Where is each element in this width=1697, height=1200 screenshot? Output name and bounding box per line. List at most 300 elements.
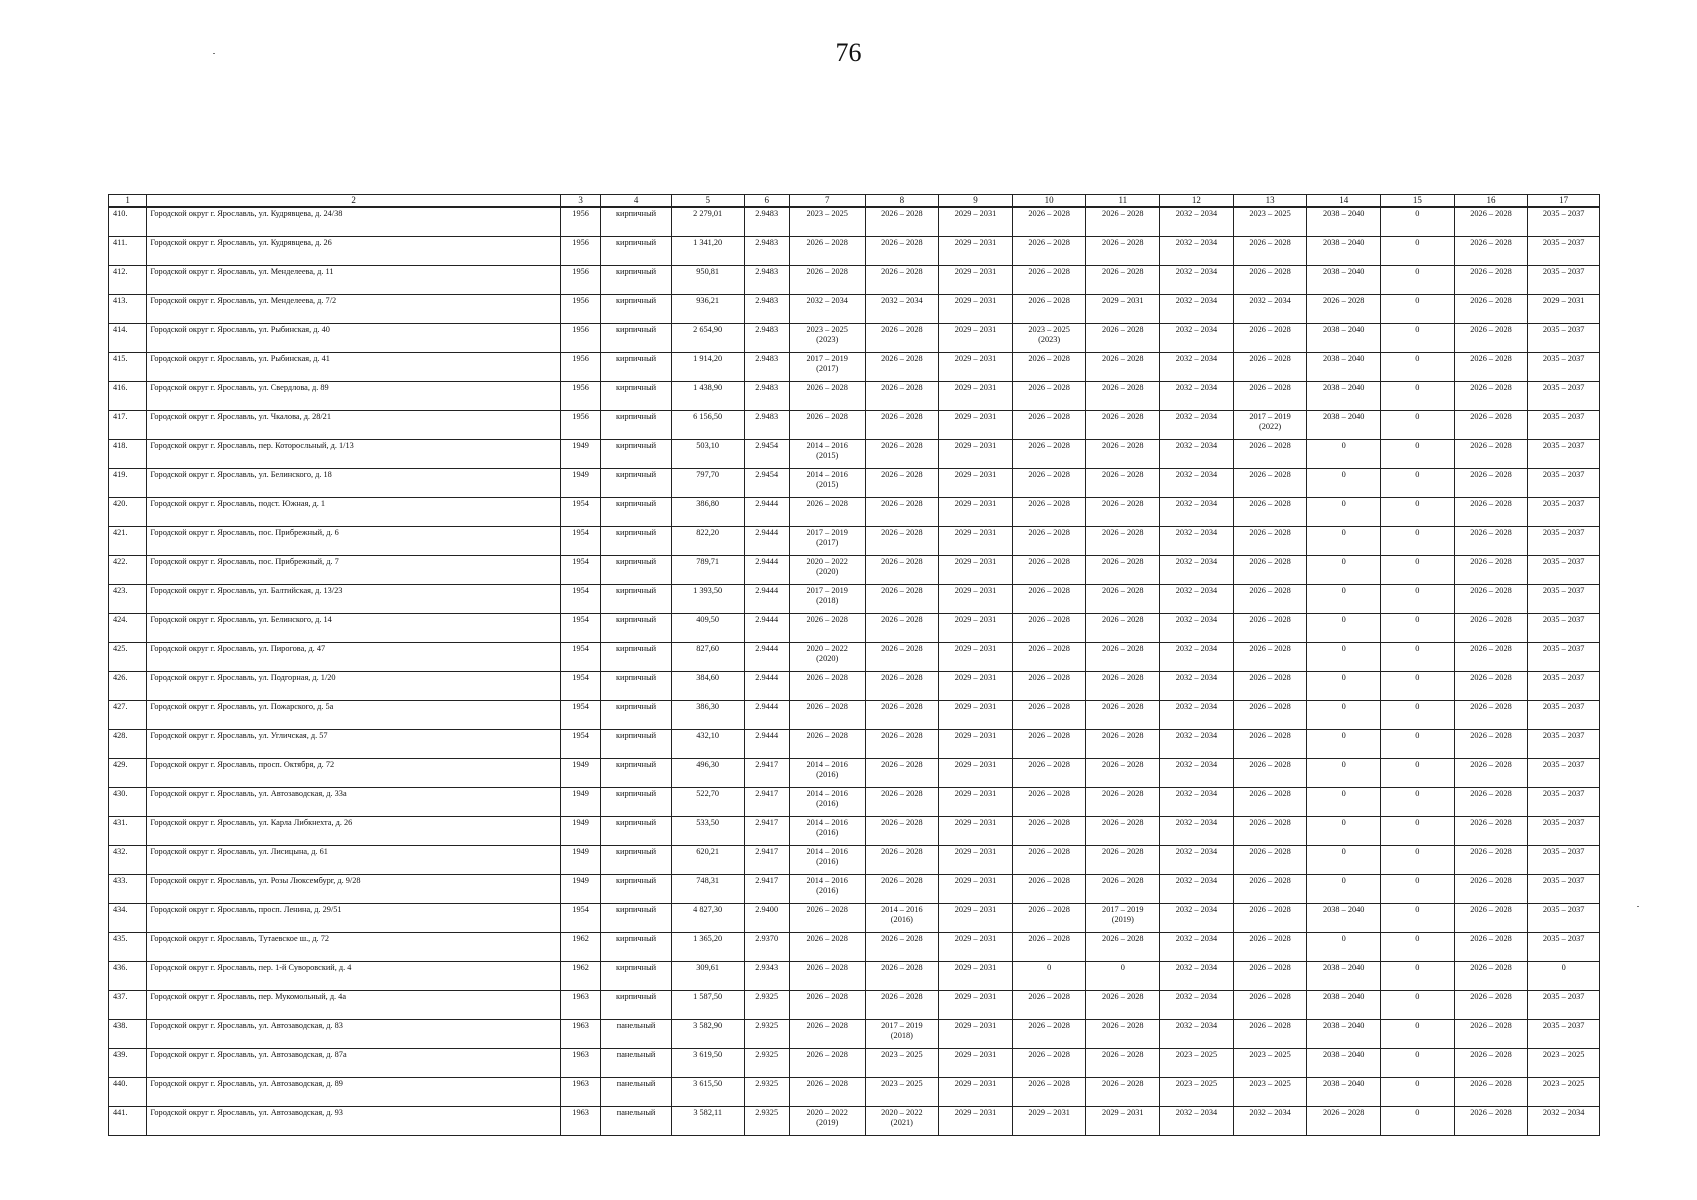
table-cell: 936,21	[671, 295, 744, 324]
table-cell: 2029 – 2031	[939, 1020, 1013, 1049]
address-cell: Городской округ г. Ярославль, просп. Ленина, д. 29/51	[147, 904, 561, 933]
table-row	[109, 295, 1600, 324]
table-cell: 1949	[560, 440, 600, 469]
table-cell: 2026 – 2028	[1086, 440, 1160, 469]
table-cell: 2026 – 2028	[1233, 846, 1307, 875]
row-number: 426.	[109, 672, 147, 701]
table-cell: 2026 – 2028	[1086, 585, 1160, 614]
table-cell: 2026 – 2028	[1454, 469, 1528, 498]
table-cell: 2026 – 2028	[1454, 614, 1528, 643]
table-cell: 2038 – 2040	[1307, 324, 1381, 353]
table-cell: 2032 – 2034	[1160, 643, 1234, 672]
table-cell: 2.9417	[744, 846, 789, 875]
table-cell: 2026 – 2028	[1012, 527, 1086, 556]
address-cell: Городской округ г. Ярославль, ул. Балтийская, д. 13/23	[147, 585, 561, 614]
address-cell: Городской округ г. Ярославль, пер. Мукомольный, д. 4а	[147, 991, 561, 1020]
table-cell: 2035 – 2037	[1528, 498, 1600, 527]
table-cell: 0	[1381, 1049, 1455, 1078]
table-cell: 2026 – 2028	[865, 266, 939, 295]
table-cell: 2026 – 2028	[1086, 817, 1160, 846]
table-cell: 2026 – 2028	[1012, 846, 1086, 875]
row-number: 428.	[109, 730, 147, 759]
table-cell: 2.9417	[744, 788, 789, 817]
table-cell: кирпичный	[601, 353, 672, 382]
table-cell: 2.9325	[744, 1078, 789, 1107]
table-cell: 2014 – 2016 (2016)	[789, 817, 865, 846]
table-cell: 2026 – 2028	[1012, 440, 1086, 469]
table-cell: 2026 – 2028	[1233, 527, 1307, 556]
table-body	[109, 207, 1600, 1136]
table-row	[109, 614, 1600, 643]
table-cell: 2026 – 2028	[1454, 585, 1528, 614]
column-header: 8	[865, 195, 939, 208]
table-cell: кирпичный	[601, 440, 672, 469]
table-cell: кирпичный	[601, 962, 672, 991]
table-cell: 2035 – 2037	[1528, 846, 1600, 875]
table-cell: 2026 – 2028	[1454, 411, 1528, 440]
table-cell: 2032 – 2034	[1160, 904, 1234, 933]
table-cell: 2026 – 2028	[865, 643, 939, 672]
table-row	[109, 933, 1600, 962]
table-cell: 2026 – 2028	[865, 324, 939, 353]
address-cell: Городской округ г. Ярославль, ул. Пожарского, д. 5а	[147, 701, 561, 730]
table-cell: 1956	[560, 237, 600, 266]
table-cell: кирпичный	[601, 324, 672, 353]
table-cell: 2032 – 2034	[1160, 237, 1234, 266]
table-cell: 2.9444	[744, 672, 789, 701]
table-cell: 2038 – 2040	[1307, 266, 1381, 295]
table-cell: 2026 – 2028	[1012, 498, 1086, 527]
table-row	[109, 846, 1600, 875]
address-cell: Городской округ г. Ярославль, ул. Белинского, д. 14	[147, 614, 561, 643]
table-cell: 0	[1307, 498, 1381, 527]
table-cell: кирпичный	[601, 469, 672, 498]
table-cell: 2035 – 2037	[1528, 527, 1600, 556]
table-cell: 1963	[560, 1078, 600, 1107]
table-cell: 2032 – 2034	[1160, 991, 1234, 1020]
table-cell: 2035 – 2037	[1528, 353, 1600, 382]
table-cell: 2038 – 2040	[1307, 237, 1381, 266]
column-header: 13	[1233, 195, 1307, 208]
row-number: 435.	[109, 933, 147, 962]
table-cell: 2026 – 2028	[1233, 875, 1307, 904]
table-cell: 0	[1381, 207, 1455, 237]
table-cell: 2026 – 2028	[1233, 730, 1307, 759]
table-cell: 2026 – 2028	[865, 207, 939, 237]
table-cell: 1956	[560, 411, 600, 440]
table-cell: 2026 – 2028	[789, 1078, 865, 1107]
table-cell: 0	[1381, 295, 1455, 324]
table-cell: 2038 – 2040	[1307, 904, 1381, 933]
table-cell: 2026 – 2028	[1086, 846, 1160, 875]
table-cell: 1963	[560, 1020, 600, 1049]
table-cell: 2.9483	[744, 353, 789, 382]
row-number: 437.	[109, 991, 147, 1020]
row-number: 434.	[109, 904, 147, 933]
column-header: 5	[671, 195, 744, 208]
table-cell: 2026 – 2028	[1307, 295, 1381, 324]
table-cell: 2026 – 2028	[1012, 382, 1086, 411]
table-cell: 2.9483	[744, 411, 789, 440]
table-cell: 2014 – 2016 (2016)	[789, 875, 865, 904]
table-cell: 0	[1381, 266, 1455, 295]
row-number: 416.	[109, 382, 147, 411]
table-cell: 2026 – 2028	[789, 614, 865, 643]
table-cell: 2032 – 2034	[1160, 324, 1234, 353]
table-cell: 2026 – 2028	[789, 237, 865, 266]
table-cell: 2026 – 2028	[1012, 701, 1086, 730]
address-cell: Городской округ г. Ярославль, Тутаевское ш., д. 72	[147, 933, 561, 962]
table-cell: 2026 – 2028	[1233, 266, 1307, 295]
table-cell: 1956	[560, 324, 600, 353]
table-cell: 2026 – 2028	[789, 904, 865, 933]
address-cell: Городской округ г. Ярославль, ул. Кудрявцева, д. 24/38	[147, 207, 561, 237]
table-cell: 2 654,90	[671, 324, 744, 353]
table-cell: 2035 – 2037	[1528, 730, 1600, 759]
table-cell: 2026 – 2028	[789, 498, 865, 527]
column-header: 10	[1012, 195, 1086, 208]
table-cell: 3 615,50	[671, 1078, 744, 1107]
row-number: 441.	[109, 1107, 147, 1136]
table-cell: 2023 – 2025	[1528, 1049, 1600, 1078]
row-number: 410.	[109, 207, 147, 237]
table-cell: 2026 – 2028	[1012, 788, 1086, 817]
address-cell: Городской округ г. Ярославль, ул. Розы Люксембург, д. 9/28	[147, 875, 561, 904]
table-cell: 2.9444	[744, 527, 789, 556]
table-cell: 2026 – 2028	[1086, 353, 1160, 382]
table-cell: 2038 – 2040	[1307, 382, 1381, 411]
table-cell: 2026 – 2028	[1086, 614, 1160, 643]
column-header: 11	[1086, 195, 1160, 208]
table-cell: 827,60	[671, 643, 744, 672]
address-cell: Городской округ г. Ярославль, просп. Октября, д. 72	[147, 759, 561, 788]
table-cell: 0	[1381, 614, 1455, 643]
table-cell: 2026 – 2028	[865, 701, 939, 730]
table-cell: 2035 – 2037	[1528, 266, 1600, 295]
table-row	[109, 991, 1600, 1020]
table-cell: 2026 – 2028	[1012, 875, 1086, 904]
table-row	[109, 266, 1600, 295]
table-cell: 2020 – 2022 (2019)	[789, 1107, 865, 1136]
table-cell: 2026 – 2028	[1086, 759, 1160, 788]
row-number: 429.	[109, 759, 147, 788]
table-cell: 2.9483	[744, 295, 789, 324]
table-cell: 2035 – 2037	[1528, 382, 1600, 411]
table-cell: 409,50	[671, 614, 744, 643]
table-cell: 2032 – 2034	[1160, 382, 1234, 411]
table-cell: 2029 – 2031	[939, 701, 1013, 730]
table-cell: 0	[1381, 962, 1455, 991]
table-cell: 2032 – 2034	[1160, 207, 1234, 237]
table-cell: 309,61	[671, 962, 744, 991]
table-cell: 2029 – 2031	[939, 324, 1013, 353]
table-cell: 2026 – 2028	[1454, 904, 1528, 933]
table-cell: 2029 – 2031	[939, 411, 1013, 440]
table-cell: кирпичный	[601, 672, 672, 701]
table-row	[109, 730, 1600, 759]
address-cell: Городской округ г. Ярославль, ул. Лисицына, д. 61	[147, 846, 561, 875]
table-cell: 2026 – 2028	[1086, 875, 1160, 904]
row-number: 432.	[109, 846, 147, 875]
table-cell: 2029 – 2031	[1012, 1107, 1086, 1136]
table-cell: кирпичный	[601, 933, 672, 962]
table-cell: 2032 – 2034	[1160, 295, 1234, 324]
table-cell: 2026 – 2028	[1454, 962, 1528, 991]
table-cell: 2029 – 2031	[939, 556, 1013, 585]
table-cell: 2023 – 2025	[1160, 1078, 1234, 1107]
table-cell: 2032 – 2034	[1160, 353, 1234, 382]
table-cell: 2026 – 2028	[1454, 1107, 1528, 1136]
table-cell: 2026 – 2028	[1454, 701, 1528, 730]
table-row	[109, 788, 1600, 817]
table-row	[109, 759, 1600, 788]
table-row	[109, 440, 1600, 469]
row-number: 438.	[109, 1020, 147, 1049]
table-cell: 533,50	[671, 817, 744, 846]
table-cell: 2.9444	[744, 643, 789, 672]
table-cell: 2026 – 2028	[1086, 411, 1160, 440]
table-cell: 2029 – 2031	[939, 353, 1013, 382]
table-cell: 2026 – 2028	[1012, 353, 1086, 382]
table-cell: 2026 – 2028	[1012, 585, 1086, 614]
table-cell: 2029 – 2031	[939, 1049, 1013, 1078]
table-cell: 2026 – 2028	[1012, 1078, 1086, 1107]
table-cell: 1956	[560, 266, 600, 295]
address-cell: Городской округ г. Ярославль, ул. Кудрявцева, д. 26	[147, 237, 561, 266]
table-cell: 2029 – 2031	[939, 207, 1013, 237]
table-cell: 2038 – 2040	[1307, 962, 1381, 991]
table-cell: 2026 – 2028	[1233, 672, 1307, 701]
table-cell: 0	[1307, 846, 1381, 875]
table-cell: 0	[1381, 788, 1455, 817]
table-cell: 2026 – 2028	[1454, 672, 1528, 701]
table-cell: 1949	[560, 788, 600, 817]
column-header: 7	[789, 195, 865, 208]
table-cell: 2026 – 2028	[1012, 556, 1086, 585]
table-cell: 2026 – 2028	[1233, 817, 1307, 846]
table-cell: 620,21	[671, 846, 744, 875]
table-cell: 0	[1381, 933, 1455, 962]
table-cell: 1954	[560, 643, 600, 672]
table-cell: 2032 – 2034	[1160, 962, 1234, 991]
table-cell: 2035 – 2037	[1528, 817, 1600, 846]
table-cell: 2035 – 2037	[1528, 904, 1600, 933]
table-cell: 2026 – 2028	[865, 933, 939, 962]
table-cell: 2023 – 2025 (2023)	[1012, 324, 1086, 353]
table-row	[109, 875, 1600, 904]
table-cell: 0	[1381, 817, 1455, 846]
table-cell: 1956	[560, 207, 600, 237]
table-cell: панельный	[601, 1078, 672, 1107]
address-cell: Городской округ г. Ярославль, пос. Прибрежный, д. 7	[147, 556, 561, 585]
table-cell: 2032 – 2034	[1160, 556, 1234, 585]
table-cell: 0	[1381, 382, 1455, 411]
table-cell: 2026 – 2028	[1012, 817, 1086, 846]
page-number: 76	[835, 38, 862, 67]
table-cell: 2.9454	[744, 469, 789, 498]
table-cell: 2026 – 2028	[1086, 788, 1160, 817]
table-cell: 2032 – 2034	[1160, 440, 1234, 469]
table-cell: 0	[1307, 730, 1381, 759]
table-cell: кирпичный	[601, 846, 672, 875]
table-cell: 0	[1381, 1078, 1455, 1107]
table-cell: 1954	[560, 527, 600, 556]
table-cell: 2026 – 2028	[865, 962, 939, 991]
table-cell: 1956	[560, 382, 600, 411]
table-cell: 0	[1381, 904, 1455, 933]
table-cell: 2035 – 2037	[1528, 1020, 1600, 1049]
table-cell: 1 341,20	[671, 237, 744, 266]
table-cell: 2026 – 2028	[1086, 498, 1160, 527]
table-row	[109, 498, 1600, 527]
row-number: 418.	[109, 440, 147, 469]
housing-registry-table	[108, 194, 1600, 1136]
table-cell: 2032 – 2034	[1528, 1107, 1600, 1136]
table-cell: 2026 – 2028	[865, 237, 939, 266]
table-cell: 2035 – 2037	[1528, 788, 1600, 817]
table-cell: 2026 – 2028	[865, 440, 939, 469]
table-cell: кирпичный	[601, 875, 672, 904]
table-cell: 2023 – 2025	[865, 1078, 939, 1107]
table-cell: кирпичный	[601, 730, 672, 759]
table-cell: 2029 – 2031	[939, 933, 1013, 962]
table-cell: 2032 – 2034	[1160, 730, 1234, 759]
table-cell: 2 279,01	[671, 207, 744, 237]
table-cell: 1962	[560, 962, 600, 991]
table-row	[109, 527, 1600, 556]
table-cell: 2026 – 2028	[865, 759, 939, 788]
table-cell: 2026 – 2028	[789, 933, 865, 962]
table-cell: 2029 – 2031	[939, 237, 1013, 266]
table-cell: 2029 – 2031	[1086, 1107, 1160, 1136]
table-row	[109, 1107, 1600, 1136]
table-cell: 1 365,20	[671, 933, 744, 962]
table-cell: 2026 – 2028	[1086, 266, 1160, 295]
table-cell: 2023 – 2025	[1233, 1078, 1307, 1107]
table-cell: 2026 – 2028	[1233, 991, 1307, 1020]
column-header: 16	[1454, 195, 1528, 208]
table-cell: 2029 – 2031	[939, 991, 1013, 1020]
table-cell: 2026 – 2028	[1233, 237, 1307, 266]
table-cell: 2032 – 2034	[1160, 1107, 1234, 1136]
table-cell: 1954	[560, 904, 600, 933]
table-cell: 2032 – 2034	[1160, 875, 1234, 904]
table-cell: 2038 – 2040	[1307, 207, 1381, 237]
table-cell: кирпичный	[601, 295, 672, 324]
table-cell: 2026 – 2028	[1454, 440, 1528, 469]
table-cell: 2017 – 2019 (2018)	[865, 1020, 939, 1049]
table-cell: 2026 – 2028	[1086, 933, 1160, 962]
table-cell: 2026 – 2028	[865, 382, 939, 411]
row-number: 419.	[109, 469, 147, 498]
table-cell: 2.9417	[744, 759, 789, 788]
table-cell: 1 438,90	[671, 382, 744, 411]
table-cell: 2029 – 2031	[939, 1078, 1013, 1107]
table-cell: 2029 – 2031	[939, 382, 1013, 411]
row-number: 422.	[109, 556, 147, 585]
table-cell: 2029 – 2031	[939, 614, 1013, 643]
table-cell: 2.9483	[744, 324, 789, 353]
table-cell: 0	[1086, 962, 1160, 991]
table-cell: 2.9444	[744, 730, 789, 759]
table-cell: 2026 – 2028	[1086, 382, 1160, 411]
column-header: 4	[601, 195, 672, 208]
column-header: 1	[109, 195, 147, 208]
table-cell: кирпичный	[601, 788, 672, 817]
table-cell: кирпичный	[601, 614, 672, 643]
table-cell: кирпичный	[601, 904, 672, 933]
table-cell: 2020 – 2022 (2020)	[789, 556, 865, 585]
row-number: 430.	[109, 788, 147, 817]
column-number-row	[109, 195, 1600, 208]
table-cell: 2035 – 2037	[1528, 411, 1600, 440]
table-cell: 1954	[560, 556, 600, 585]
table-cell: 2.9444	[744, 498, 789, 527]
table-cell: 0	[1307, 614, 1381, 643]
table-cell: кирпичный	[601, 556, 672, 585]
table-cell: 2032 – 2034	[1233, 1107, 1307, 1136]
table-cell: 1 393,50	[671, 585, 744, 614]
row-number: 412.	[109, 266, 147, 295]
table-cell: 1963	[560, 991, 600, 1020]
table-cell: 2029 – 2031	[939, 295, 1013, 324]
table-cell: 2026 – 2028	[1454, 788, 1528, 817]
table-cell: 2026 – 2028	[789, 730, 865, 759]
table-cell: кирпичный	[601, 991, 672, 1020]
table-cell: 0	[1381, 585, 1455, 614]
table-cell: 2029 – 2031	[939, 1107, 1013, 1136]
table-cell: 1949	[560, 846, 600, 875]
table-cell: 0	[1381, 730, 1455, 759]
table-cell: 2029 – 2031	[1528, 295, 1600, 324]
table-cell: 0	[1381, 643, 1455, 672]
address-cell: Городской округ г. Ярославль, ул. Свердлова, д. 89	[147, 382, 561, 411]
address-cell: Городской округ г. Ярославль, ул. Менделеева, д. 11	[147, 266, 561, 295]
table-cell: 1949	[560, 469, 600, 498]
table-row	[109, 643, 1600, 672]
table-cell: 2029 – 2031	[939, 440, 1013, 469]
table-cell: 2.9444	[744, 701, 789, 730]
table-cell: 0	[1381, 701, 1455, 730]
table-cell: 1954	[560, 672, 600, 701]
table-cell: 2026 – 2028	[865, 411, 939, 440]
table-cell: 2.9417	[744, 817, 789, 846]
table-cell: 1949	[560, 817, 600, 846]
table-cell: 2032 – 2034	[1160, 1020, 1234, 1049]
table-cell: 2029 – 2031	[939, 266, 1013, 295]
column-header: 14	[1307, 195, 1381, 208]
table-cell: кирпичный	[601, 759, 672, 788]
table-cell: панельный	[601, 1020, 672, 1049]
table-cell: 2.9444	[744, 585, 789, 614]
table-cell: 2038 – 2040	[1307, 991, 1381, 1020]
table-cell: 1956	[560, 353, 600, 382]
table-cell: 2029 – 2031	[939, 846, 1013, 875]
address-cell: Городской округ г. Ярославль, подст. Южная, д. 1	[147, 498, 561, 527]
table-cell: 496,30	[671, 759, 744, 788]
table-cell: 2026 – 2028	[1233, 788, 1307, 817]
table-cell: 2020 – 2022 (2021)	[865, 1107, 939, 1136]
table-cell: 2026 – 2028	[1454, 556, 1528, 585]
address-cell: Городской округ г. Ярославль, ул. Подгорная, д. 1/20	[147, 672, 561, 701]
table-cell: 2.9454	[744, 440, 789, 469]
table-cell: 2026 – 2028	[865, 353, 939, 382]
table-cell: 2026 – 2028	[865, 788, 939, 817]
address-cell: Городской округ г. Ярославль, ул. Пирогова, д. 47	[147, 643, 561, 672]
table-cell: 2026 – 2028	[789, 701, 865, 730]
table-cell: 0	[1307, 817, 1381, 846]
table-cell: 2026 – 2028	[1012, 1049, 1086, 1078]
